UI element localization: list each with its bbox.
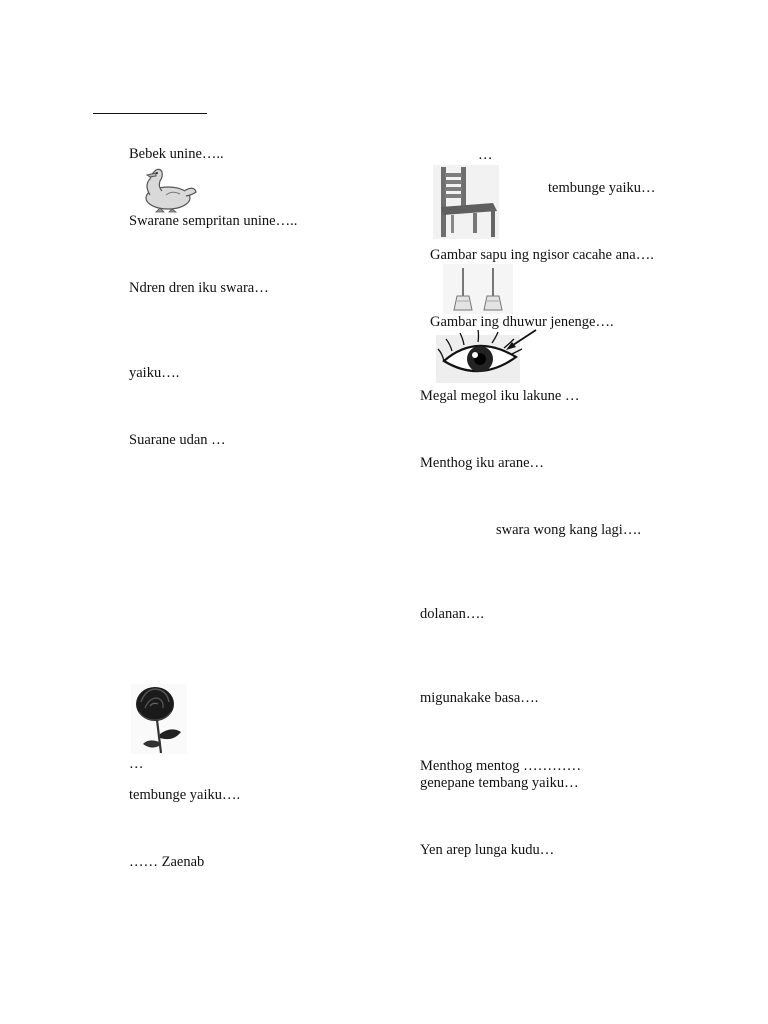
chair-image [433, 165, 499, 239]
question-ndren-dren: Ndren dren iku swara… [129, 280, 269, 296]
brooms-image [443, 264, 513, 314]
question-swara-wong: swara wong kang lagi…. [496, 522, 641, 538]
question-rain-sound: Suarane udan … [129, 432, 226, 448]
question-chair-word: tembunge yaiku… [548, 180, 656, 196]
question-menthog-arane: Menthog iku arane… [420, 455, 545, 471]
question-megal-megol: Megal megol iku lakune … [420, 388, 580, 404]
question-yen-arep-lunga: Yen arep lunga kudu… [420, 842, 555, 858]
question-menthog-mentog: Menthog mentog ………… [420, 758, 582, 774]
question-whistle-sound: Swarane sempritan unine….. [129, 213, 298, 229]
question-migunakake-basa: migunakake basa…. [420, 690, 539, 706]
question-genepane-tembang: genepane tembang yaiku… [420, 775, 579, 791]
question-yaiku: yaiku…. [129, 365, 180, 381]
right-top-ellipsis: … [478, 147, 493, 163]
rose-ellipsis: … [129, 756, 144, 772]
rose-image [131, 684, 187, 754]
question-dolanan: dolanan…. [420, 606, 485, 622]
duck-image [138, 165, 200, 213]
question-broom-count: Gambar sapu ing ngisor cacahe ana…. [430, 247, 654, 263]
question-eye-name: Gambar ing dhuwur jenenge…. [430, 314, 614, 330]
question-zaenab: …… Zaenab [129, 854, 205, 870]
header-blank-line [93, 113, 207, 114]
question-duck-sound: Bebek unine….. [129, 146, 224, 162]
eye-image [436, 327, 540, 383]
question-tembunge-yaiku: tembunge yaiku…. [129, 787, 241, 803]
